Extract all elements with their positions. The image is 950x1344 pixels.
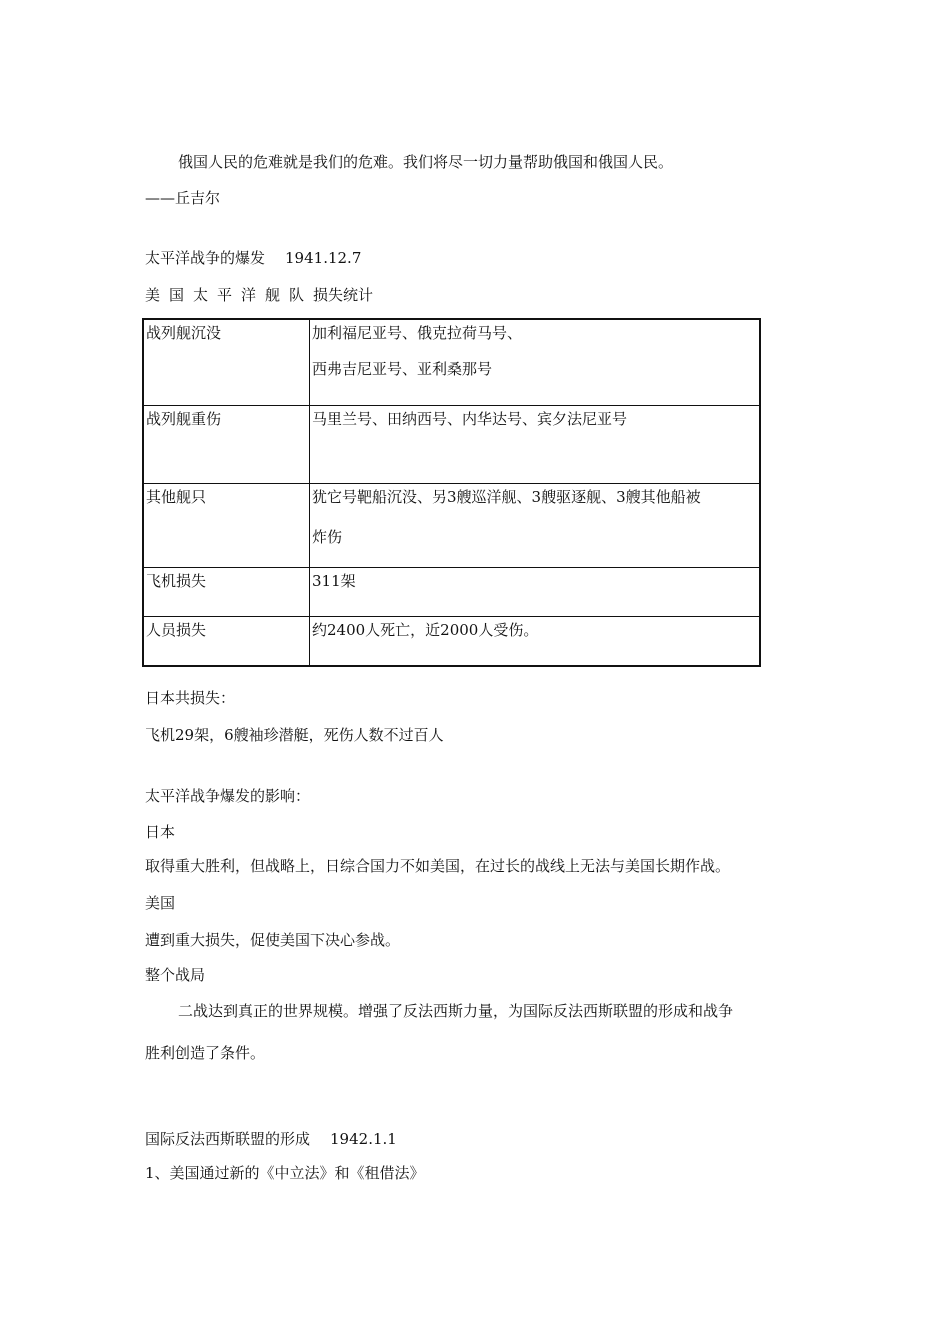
table-cell-category: 战列舰重伤 — [143, 406, 310, 484]
table-cell-detail — [310, 319, 761, 406]
table-cell-detail — [310, 406, 761, 484]
section1-date: 1941.12.7 — [285, 249, 362, 267]
detail-line: 犹它号靶船沉没、另3艘巡洋舰、3艘驱逐舰、3艘其他船被 — [312, 488, 701, 506]
table-row — [143, 406, 760, 484]
table-row — [143, 617, 760, 667]
table-row — [143, 568, 760, 617]
detail-line: 311架 — [312, 572, 356, 590]
section1-heading — [145, 248, 361, 268]
table-cell-detail — [310, 568, 761, 617]
table-title — [145, 285, 373, 305]
impact-us-label: 美国 — [145, 894, 176, 912]
table-cell-detail — [310, 484, 761, 568]
quote-author: ——丘吉尔 — [145, 189, 221, 207]
table-title-spaced: 美国太平洋舰队 — [145, 286, 314, 304]
table-cell-category: 其他舰只 — [143, 484, 310, 568]
loss-table — [142, 318, 761, 667]
detail-line: 马里兰号、田纳西号、内华达号、宾夕法尼亚号 — [312, 410, 628, 428]
detail-line: 炸伤 — [312, 528, 343, 546]
section2-title: 国际反法西斯联盟的形成 — [145, 1130, 311, 1148]
impact-overall-text: 二战达到真正的世界规模。增强了反法西斯力量，为国际反法西斯联盟的形成和战争 — [178, 1002, 734, 1020]
japan-loss-text: 飞机29架，6艘袖珍潜艇，死伤人数不过百人 — [145, 726, 444, 744]
table-row — [143, 484, 760, 568]
impact-overall-label: 整个战局 — [145, 966, 206, 984]
section1-title: 太平洋战争的爆发 — [145, 249, 266, 267]
detail-line: 加利福尼亚号、俄克拉荷马号、 — [312, 324, 523, 342]
impact-japan-text: 取得重大胜利，但战略上，日综合国力不如美国，在过长的战线上无法与美国长期作战。 — [145, 857, 731, 875]
section2-date: 1942.1.1 — [330, 1130, 397, 1148]
table-row — [143, 319, 760, 406]
impact-heading: 太平洋战争爆发的影响： — [145, 787, 311, 805]
table-cell-detail — [310, 617, 761, 667]
table-title-rest: 损失统计 — [313, 286, 374, 304]
table-cell-category: 战列舰沉没 — [143, 319, 310, 406]
table-cell-category: 人员损失 — [143, 617, 310, 667]
section2-heading — [145, 1129, 397, 1149]
impact-overall-text-cont: 胜利创造了条件。 — [145, 1044, 266, 1062]
table-cell-category: 飞机损失 — [143, 568, 310, 617]
japan-loss-heading: 日本共损失： — [145, 689, 236, 707]
section2-item1: 1、美国通过新的《中立法》和《租借法》 — [145, 1164, 425, 1182]
detail-line: 约2400人死亡，近2000人受伤。 — [312, 621, 539, 639]
impact-japan-label: 日本 — [145, 823, 176, 841]
detail-line: 西弗吉尼亚号、亚利桑那号 — [312, 360, 493, 378]
impact-us-text: 遭到重大损失，促使美国下决心参战。 — [145, 931, 401, 949]
quote-text: 俄国人民的危难就是我们的危难。我们将尽一切力量帮助俄国和俄国人民。 — [178, 153, 674, 171]
